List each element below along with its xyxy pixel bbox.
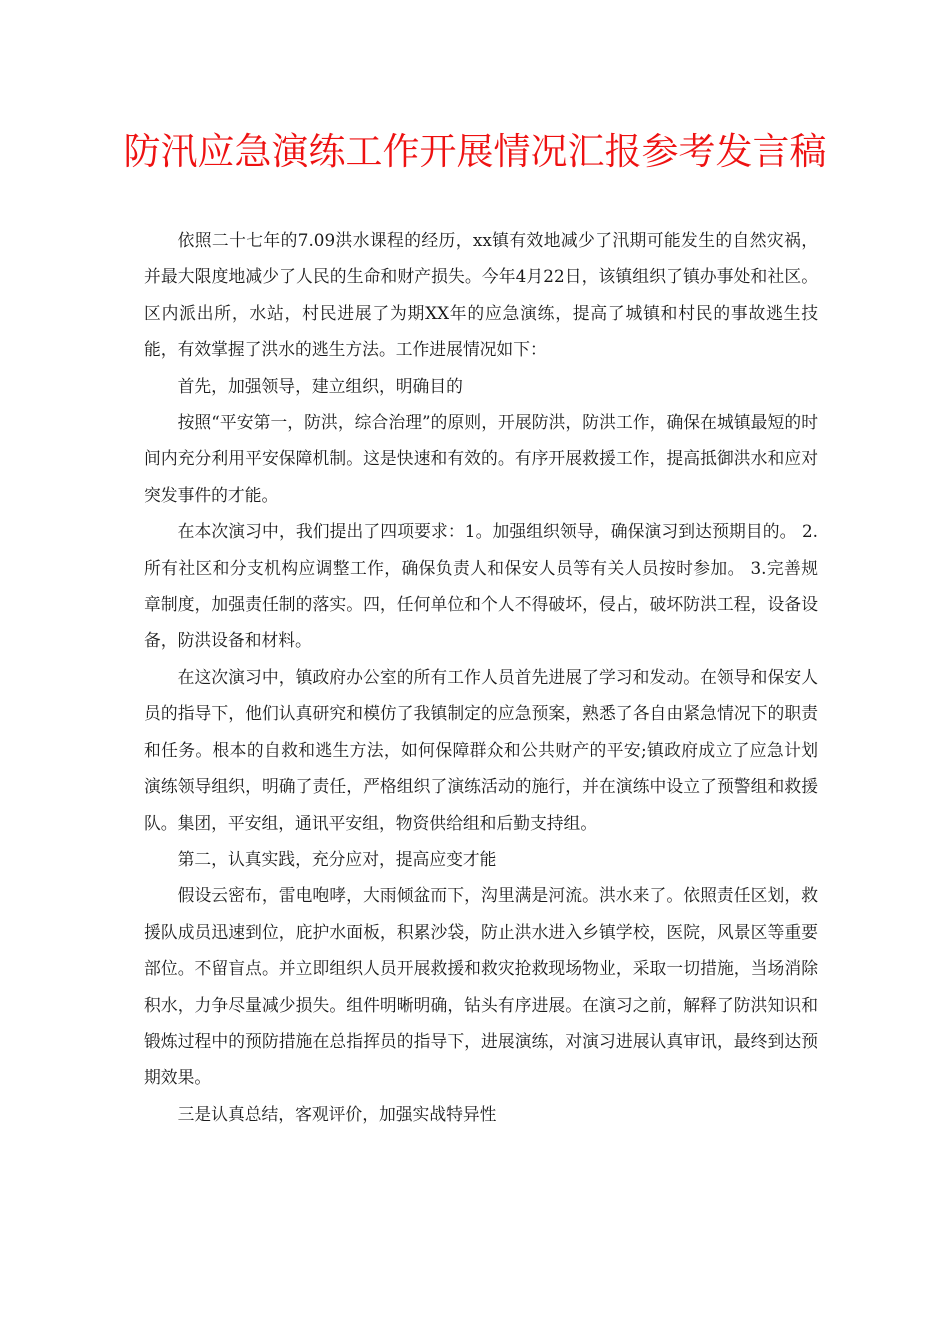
document-body [144, 222, 818, 1132]
paragraph-requirements: 在本次演习中，我们提出了四项要求：1。加强组织领导，确保演习到达预期目的。 2.所有社区和分支机构应调整工作，确保负责人和保安人员等有关人员按时参加。 3.完善规章制度，加强责任制的落实。四，任何单位和个人不得破坏，侵占，破坏防洪工程，设备设备，防洪设备和材料。 [144, 521, 818, 651]
section-heading-second: 第二，认真实践，充分应对，提高应变才能 [177, 848, 497, 869]
paragraph-intro: 依照二十七年的7.09洪水课程的经历，xx镇有效地减少了汛期可能发生的自然灾祸，并最大限度地减少了人民的生命和财产损失。今年4月22日，该镇组织了镇办事处和社区。区内派出所，水站，村民进展了为期XX年的应急演练，提高了城镇和村民的事故逃生技能，有效掌握了洪水的逃生方法。工作进展情况如下： [144, 230, 818, 360]
paragraph-staff-preparation: 在这次演习中，镇政府办公室的所有工作人员首先进展了学习和发动。在领导和保安人员的指导下，他们认真研究和模仿了我镇制定的应急预案，熟悉了各自由紧急情况下的职责和任务。根本的自救和逃生方法，如何保障群众和公共财产的平安;镇政府成立了应急计划演练领导组织，明确了责任，严格组织了演练活动的施行，并在演练中设立了预警组和救援队。集团，平安组，通讯平安组，物资供给组和后勤支持组。 [144, 666, 818, 833]
section-heading-third: 三是认真总结，客观评价，加强实战特异性 [177, 1103, 497, 1124]
section-heading-first: 首先，加强领导，建立组织，明确目的 [177, 375, 463, 396]
paragraph-principle: 按照“平安第一，防洪，综合治理”的原则，开展防洪，防洪工作，确保在城镇最短的时间内充分利用平安保障机制。这是快速和有效的。有序开展救援工作，提高抵御洪水和应对突发事件的才能。 [144, 412, 818, 505]
paragraph-drill-scenario: 假设云密布，雷电咆哮，大雨倾盆而下，沟里满是河流。洪水来了。依照责任区划，救援队成员迅速到位，庇护水面板，积累沙袋，防止洪水进入乡镇学校，医院，风景区等重要部位。不留盲点。并立即组织人员开展救援和救灾抢救现场物业，采取一切措施，当场消除积水，力争尽量减少损失。组件明晰明确，钻头有序进展。在演习之前，解释了防洪知识和锻炼过程中的预防措施在总指挥员的指导下，进展演练，对演习进展认真审讯，最终到达预期效果。 [144, 885, 818, 1088]
document-title: 防汛应急演练工作开展情况汇报参考发言稿 [123, 130, 827, 173]
